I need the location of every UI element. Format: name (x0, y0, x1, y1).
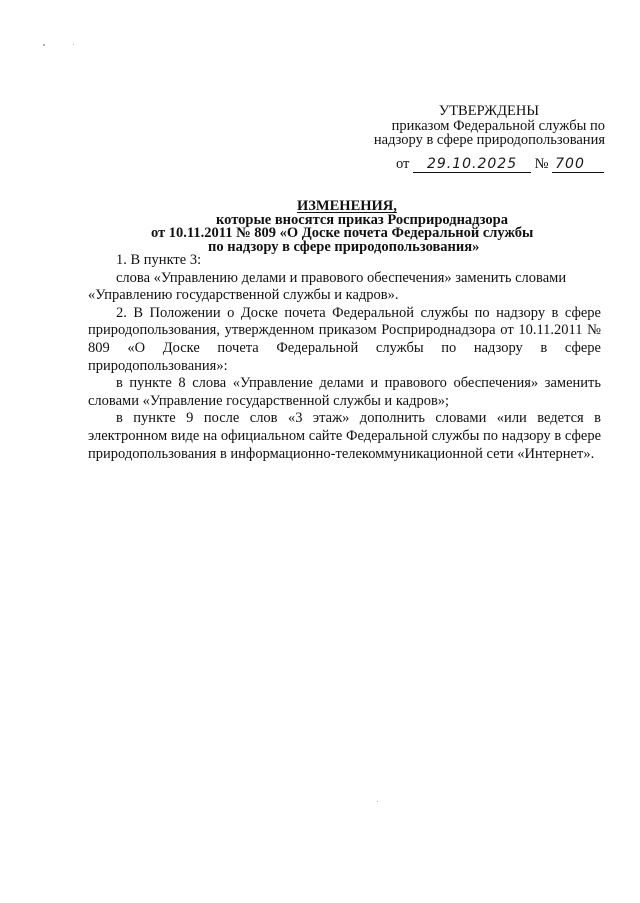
approval-order-line-2: надзору в сфере природопользования (373, 132, 605, 148)
number-sign: № (534, 155, 549, 172)
handwritten-number: 700 (552, 156, 604, 173)
paragraph-item-2-point-8: в пункте 8 слова «Управление делами и правового обеспечения» заменить словами «Управление государственной службы и кадров»; (88, 375, 601, 409)
paragraph-item-2: 2. В Положении о Доске почета Федеральной службы по надзору в сфере природопользования, утвержденном приказом Росприроднадзора от 10.11.2011 № 809 «О Доске почета Федеральной службы по надзору в сфере природопользования»: (88, 304, 601, 374)
document-heading (0, 200, 640, 254)
registration-line (350, 156, 605, 173)
document-body (88, 252, 601, 463)
scan-speck (377, 801, 378, 802)
date-prefix: от (396, 155, 410, 172)
paragraph-item-1-continuation: «Управлению государственной службы и кадров». (88, 287, 399, 304)
scan-speck (73, 44, 74, 45)
heading-title: ИЗМЕНЕНИЯ, (297, 198, 397, 214)
paragraph-item-1-text: слова «Управлению делами и правового обеспечения» заменить словами (116, 269, 567, 286)
paragraph-item-1: 1. В пункте 3: (116, 252, 202, 268)
handwritten-date: 29.10.2025 (413, 156, 531, 173)
approval-block (350, 104, 605, 173)
heading-line-2: которые вносятся приказ Росприроднадзора (216, 211, 508, 228)
scan-speck (43, 44, 45, 46)
approval-title: УТВЕРЖДЕНЫ (438, 103, 539, 119)
approval-order-line-1: приказом Федеральной службы по (391, 117, 605, 134)
heading-line-4: по надзору в сфере природопользования» (208, 238, 480, 255)
paragraph-item-2-point-9: в пункте 9 после слов «3 этаж» дополнить словами «или ведется в электронном виде на официальном сайте Федеральной службы по надзору в сфере природопользования в информационно-телекоммуникационной сети «Интернет». (88, 410, 601, 462)
heading-line-3: от 10.11.2011 № 809 «О Доске почета Федеральной службы (151, 225, 534, 241)
